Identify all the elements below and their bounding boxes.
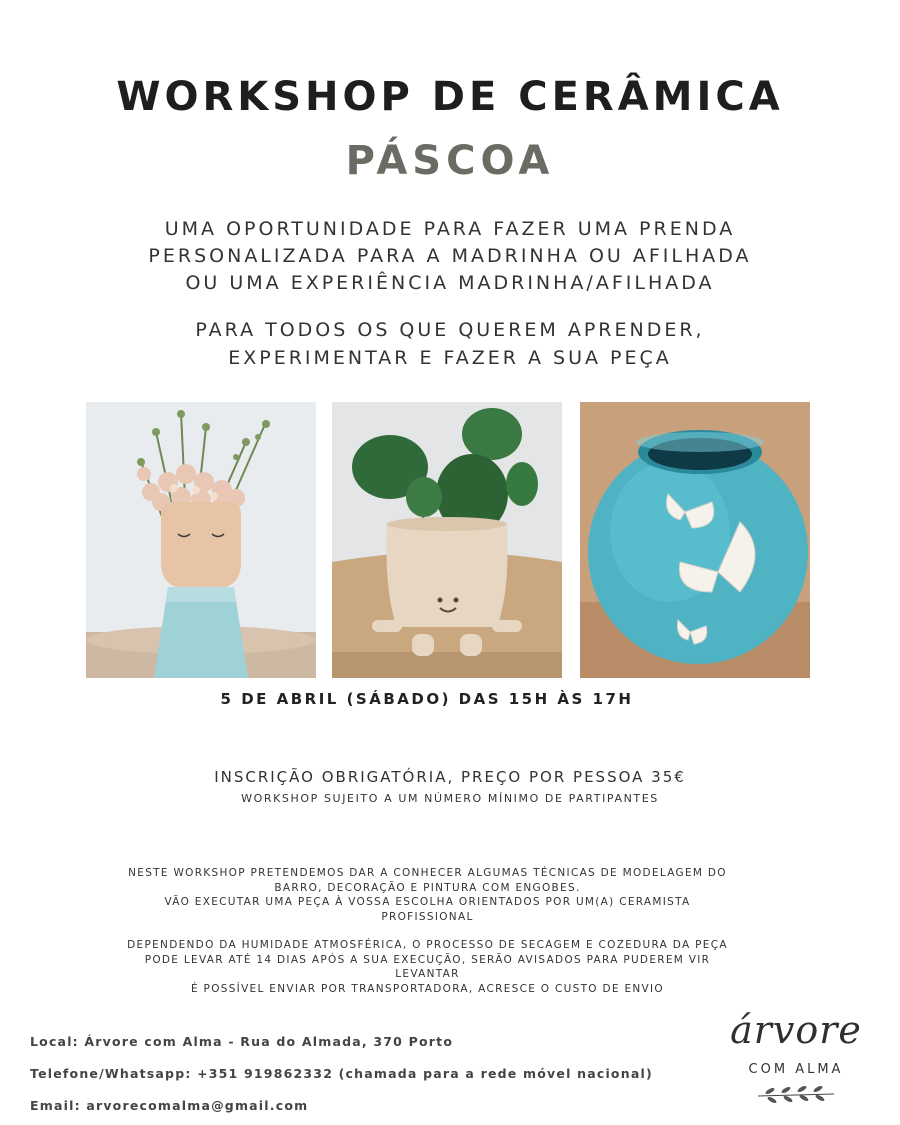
contact-email: Email: arvorecomalma@gmail.com bbox=[30, 1098, 309, 1113]
workshop-title: WORKSHOP DE CERÂMICA bbox=[116, 74, 784, 120]
intro-text bbox=[0, 216, 900, 297]
drying-info bbox=[90, 938, 765, 996]
description-line: VÃO EXECUTAR UMA PEÇA À VOSSA ESCOLHA ORIENTADOS POR UM(A) CERAMISTA bbox=[164, 896, 691, 908]
intro-line: OU UMA EXPERIÊNCIA MADRINHA/AFILHADA bbox=[185, 272, 715, 294]
intro-line: UMA OPORTUNIDADE PARA FAZER UMA PRENDA bbox=[164, 218, 736, 240]
description-line: BARRO, DECORAÇÃO E PINTURA COM ENGOBES. bbox=[274, 881, 581, 894]
butterfly-vase-photo bbox=[580, 402, 810, 678]
smiley-planter-photo bbox=[332, 402, 562, 678]
logo-subtitle: COM ALMA bbox=[748, 1062, 844, 1077]
workshop-description bbox=[90, 866, 765, 924]
event-date: 5 DE ABRIL (SÁBADO) DAS 15H ÀS 17H bbox=[220, 690, 634, 708]
workshop-subtitle: PÁSCOA bbox=[345, 138, 555, 184]
description-line: PROFISSIONAL bbox=[381, 910, 474, 923]
audience-text bbox=[0, 316, 900, 372]
branch-icon bbox=[756, 1084, 836, 1106]
contact-phone: Telefone/Whatsapp: +351 919862332 (chamada para a rede móvel nacional) bbox=[30, 1066, 653, 1081]
flower-vase-face-photo bbox=[86, 402, 316, 678]
contact-location: Local: Árvore com Alma - Rua do Almada, 370 Porto bbox=[30, 1034, 454, 1049]
description-line: NESTE WORKSHOP PRETENDEMOS DAR A CONHECER ALGUMAS TÉCNICAS DE MODELAGEM DO bbox=[128, 867, 727, 879]
drying-line: PODE LEVAR ATÉ 14 DIAS APÓS A SUA EXECUÇÃO, SERÃO AVISADOS PARA PUDEREM VIR bbox=[144, 953, 711, 966]
drying-line: É POSSÍVEL ENVIAR POR TRANSPORTADORA, ACRESCE O CUSTO DE ENVIO bbox=[190, 982, 664, 995]
audience-line: PARA TODOS OS QUE QUEREM APRENDER, bbox=[195, 319, 705, 341]
arvore-com-alma-logo bbox=[706, 1008, 886, 1118]
intro-line: PERSONALIZADA PARA A MADRINHA OU AFILHADA bbox=[148, 245, 752, 267]
drying-line: DEPENDENDO DA HUMIDADE ATMOSFÉRICA, O PROCESSO DE SECAGEM E COZEDURA DA PEÇA bbox=[127, 939, 728, 951]
audience-line: EXPERIMENTAR E FAZER A SUA PEÇA bbox=[228, 347, 672, 369]
registration-price: INSCRIÇÃO OBRIGATÓRIA, PREÇO POR PESSOA 35€ bbox=[214, 768, 686, 786]
minimum-participants-note: WORKSHOP SUJEITO A UM NÚMERO MÍNIMO DE PARTIPANTES bbox=[241, 792, 659, 805]
logo-script-text: árvore bbox=[730, 1008, 862, 1052]
drying-line: LEVANTAR bbox=[395, 968, 460, 980]
